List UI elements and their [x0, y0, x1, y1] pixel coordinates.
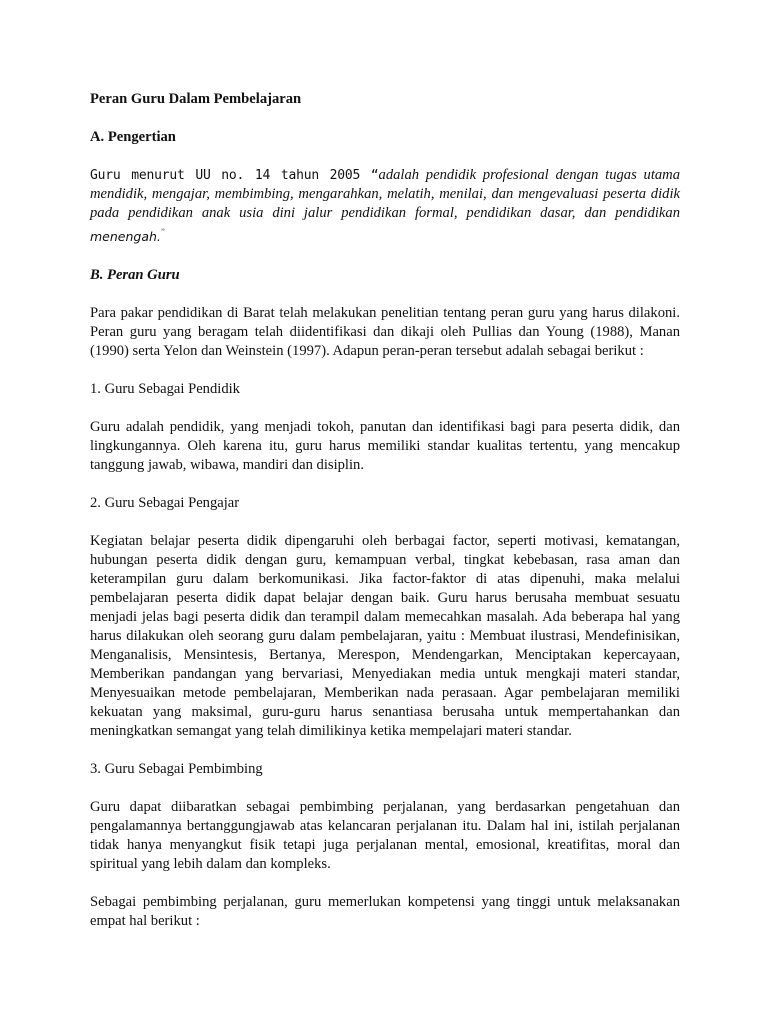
role-1-body: Guru adalah pendidik, yang menjadi tokoh, panutan dan identifikasi bagi para peserta didik, dan lingkungannya. Oleh karena itu, guru harus memiliki standar kualitas tertentu, yang mencakup tanggung jawab, wibawa, mandiri dan disiplin.: [90, 418, 680, 473]
role-1-heading: 1. Guru Sebagai Pendidik: [90, 380, 240, 397]
document-title: Peran Guru Dalam Pembelajaran: [90, 91, 302, 107]
role-3-body-2: Sebagai pembimbing perjalanan, guru memerlukan kompetensi yang tinggi untuk melaksanakan empat hal berikut :: [90, 893, 680, 929]
definition-closing-quote: ”: [160, 227, 165, 237]
role-3-heading: 3. Guru Sebagai Pembimbing: [90, 760, 263, 777]
role-2-heading: 2. Guru Sebagai Pengajar: [90, 494, 240, 511]
role-2-body: Kegiatan belajar peserta didik dipengaruhi oleh berbagai factor, seperti motivasi, kematangan, hubungan peserta didik dengan guru, kemampuan verbal, tingkat kebebasan, rasa aman dan keterampilan guru dalam berkomunikasi. Jika factor-faktor di atas dipenuhi, maka melalui pembelajaran peserta didik dapat belajar dengan baik. Guru harus berusaha membuat sesuatu menjadi jelas bagi peserta didik dan terampil dalam memecahkan masalah. Ada beberapa hal yang harus dilakukan oleh seorang guru dalam pembelajaran, yaitu : Membuat ilustrasi, Mendefinisikan, Menganalisis, Mensintesis, Bertanya, Merespon, Mendengarkan, Menciptakan kepercayaan, Memberikan pandangan yang bervariasi, Menyediakan media untuk mengkaji materi standar, Menyesuaikan metode pembelajaran, Memberikan nada perasaan. Agar pembelajaran memiliki kekuatan yang maksimal, guru-guru harus senantiasa berusaha untuk mempertahankan dan meningkatkan semangat yang telah dimilikinya ketika mempelajari materi standar.: [90, 532, 680, 739]
document-content: [90, 90, 680, 950]
definition-lead: Guru menurut UU no. 14 tahun 2005 “: [90, 168, 379, 183]
role-3-body: Guru dapat diibaratkan sebagai pembimbing perjalanan, yang berdasarkan pengetahuan dan pengalamannya bertanggungjawab atas kelancaran perjalanan itu. Dalam hal ini, istilah perjalanan tidak hanya menyangkut fisik tetapi juga perjalanan mental, emosional, kreatifitas, moral dan spiritual yang lebih dalam dan kompleks.: [90, 798, 680, 872]
section-b-heading: B. Peran Guru: [90, 266, 180, 283]
definition-end: menengah.: [90, 228, 161, 244]
definition-paragraph: [90, 166, 680, 247]
definition-body: adalah pendidik profesional dengan tugas utama mendidik, mengajar, membimbing, mengarahkan, melatih, menilai, dan mengevaluasi peserta didik pada pendidikan anak usia dini jalur pendidikan formal, pendidikan dasar, dan pendidikan: [90, 167, 681, 221]
section-b-intro: Para pakar pendidikan di Barat telah melakukan penelitian tentang peran guru yang harus dilakoni. Peran guru yang beragam telah diidentifikasi dan dikaji oleh Pullias dan Young (1988), Manan (1990) serta Yelon dan Weinstein (1997). Adapun peran-peran tersebut adalah sebagai berikut :: [90, 304, 680, 359]
section-a-heading: A. Pengertian: [90, 129, 176, 145]
